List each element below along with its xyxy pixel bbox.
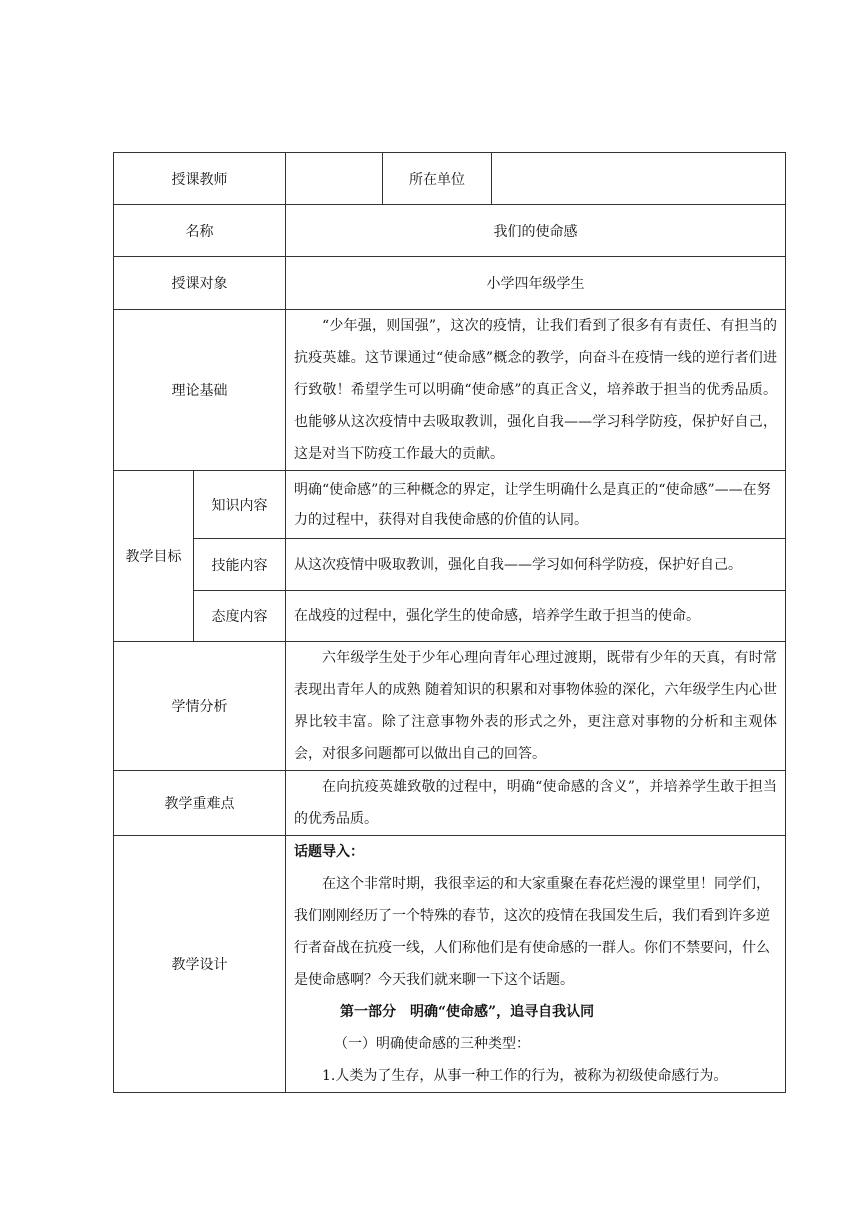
unit-label: 所在单位 <box>383 153 492 205</box>
name-value: 我们的使命感 <box>286 205 786 257</box>
analysis-text-cell <box>286 642 786 771</box>
goal-skill-label: 技能内容 <box>194 539 286 591</box>
goal-attitude-text: 在战疫的过程中，强化学生的使命感，培养学生敢于担当的使命。 <box>286 591 786 642</box>
name-row <box>114 205 786 257</box>
design-content <box>286 836 786 1093</box>
teacher-label: 授课教师 <box>114 153 286 205</box>
key-points-text-cell <box>286 771 786 836</box>
goals-label: 教学目标 <box>114 471 194 642</box>
teacher-row <box>114 153 786 205</box>
theory-row <box>114 310 786 471</box>
unit-value <box>492 153 786 205</box>
intro-title: 话题导入： <box>294 844 364 860</box>
teacher-value <box>286 153 383 205</box>
intro-text: 在这个非常时期，我很幸运的和大家重聚在春花烂漫的课堂里！同学们，我们刚刚经历了一个特殊的春节，这次的疫情在我国发生后，我们看到许多逆行者奋战在抗疫一线，人们称他们是有使命感的一群人。你们不禁要问，什么是使命感啊？今天我们就来聊一下这个话题。 <box>294 876 770 988</box>
theory-text: “少年强，则国强”，这次的疫情，让我们看到了很多有有责任、有担当的抗疫英雄。这节课通过“使命感”概念的教学，向奋斗在疫情一线的逆行者们进行致敬！希望学生可以明确“使命感”的真正含义，培养敢于担当的优秀品质。也能够从这次疫情中去吸取教训，强化自我——学习科学防疫，保护好自己，这是对当下防疫工作最大的贡献。 <box>294 318 777 462</box>
key-points-text: 在向抗疫英雄致敬的过程中，明确“使命感的含义”，并培养学生敢于担当的优秀品质。 <box>294 779 777 827</box>
goal-skill-text: 从这次疫情中吸取教训，强化自我——学习如何科学防疫，保护好自己。 <box>286 539 786 591</box>
analysis-text: 六年级学生处于少年心理向青年心理过渡期，既带有少年的天真，有时常表现出青年人的成熟 随着知识的积累和对事物体验的深化，六年级学生内心世界比较丰富。除了注意事物外表的形式之外，更注意对事物的分析和主观体会，对很多问题都可以做出自己的回答。 <box>294 650 777 762</box>
design-label: 教学设计 <box>114 836 286 1093</box>
name-label: 名称 <box>114 205 286 257</box>
key-points-row <box>114 771 786 836</box>
goal-row-skill <box>114 539 786 591</box>
goal-row-attitude <box>114 591 786 642</box>
audience-row <box>114 257 786 310</box>
theory-text-cell <box>286 310 786 471</box>
theory-label: 理论基础 <box>114 310 286 471</box>
design-row <box>114 836 786 1093</box>
part1-subtitle: （一）明确使命感的三种类型： <box>334 1036 530 1052</box>
goal-row-knowledge <box>114 471 786 539</box>
part1-title: 第一部分 明确“使命感”，追寻自我认同 <box>340 1004 595 1020</box>
lesson-plan-table <box>113 152 786 1093</box>
goal-knowledge-text: 明确“使命感”的三种概念的界定，让学生明确什么是真正的“使命感”——在努力的过程中，获得对自我使命感的价值的认同。 <box>286 471 786 539</box>
audience-label: 授课对象 <box>114 257 286 310</box>
analysis-label: 学情分析 <box>114 642 286 771</box>
key-points-label: 教学重难点 <box>114 771 286 836</box>
audience-value: 小学四年级学生 <box>286 257 786 310</box>
goal-knowledge-label: 知识内容 <box>194 471 286 539</box>
part1-item-1: 1.人类为了生存，从事一种工作的行为，被称为初级使命感行为。 <box>322 1068 728 1084</box>
analysis-row <box>114 642 786 771</box>
goal-attitude-label: 态度内容 <box>194 591 286 642</box>
